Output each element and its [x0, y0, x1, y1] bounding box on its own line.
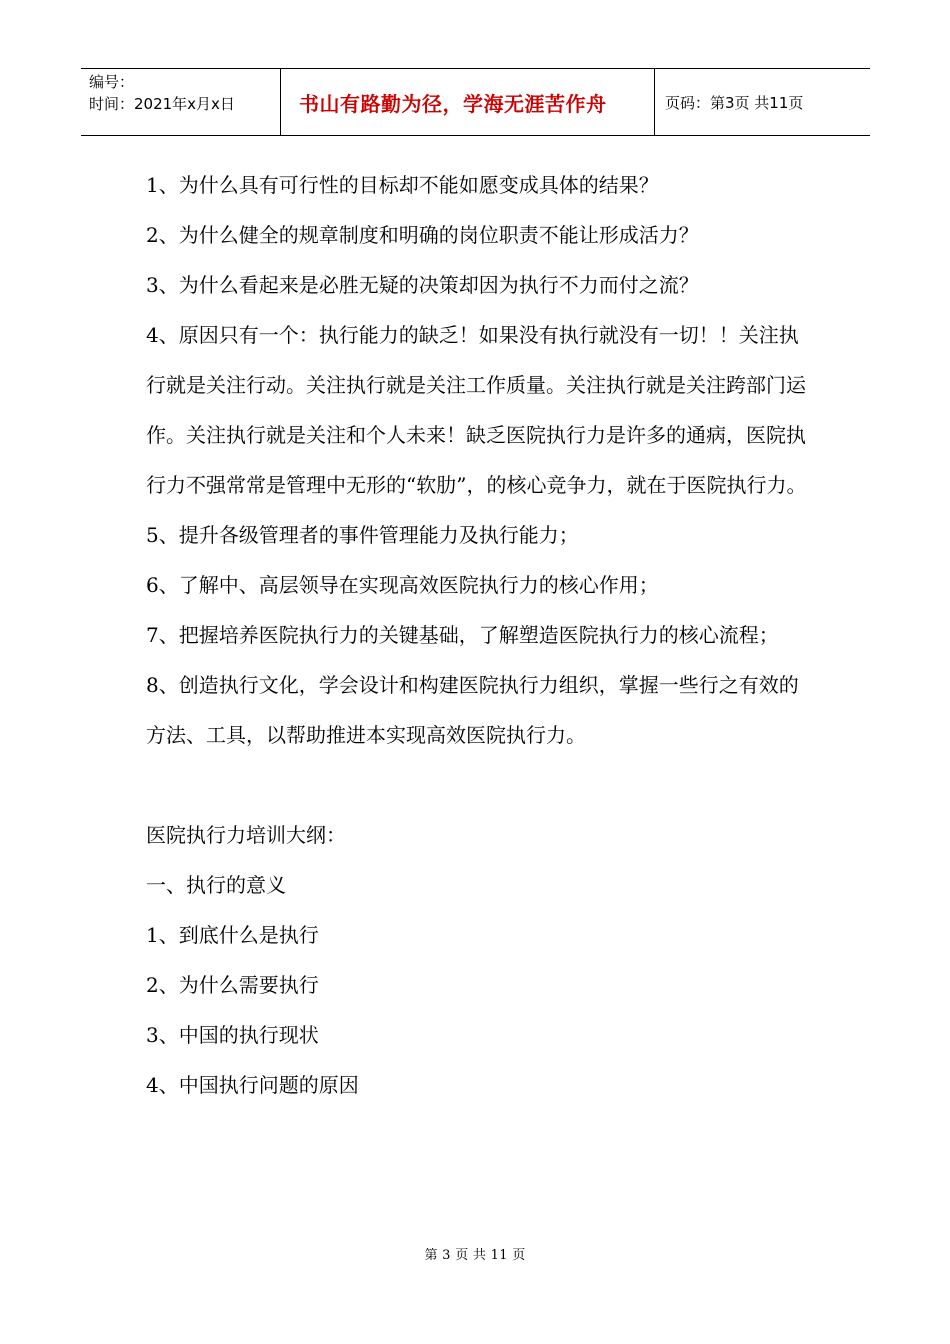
header-motto: 书山有路勤为径，学海无涯苦作舟 — [281, 69, 655, 135]
paragraph: 5、提升各级管理者的事件管理能力及执行能力； — [146, 523, 579, 547]
outline-item: 3、中国的执行现状 — [146, 1023, 319, 1047]
paragraph: 3、为什么看起来是必胜无疑的决策却因为执行不力而付之流？ — [146, 273, 699, 297]
spacer — [146, 760, 816, 810]
outline-item: 4、中国执行问题的原因 — [146, 1073, 359, 1097]
paragraph: 4、原因只有一个：执行能力的缺乏！如果没有执行就没有一切！！关注执行就是关注行动。关注执行就是关注工作质量。关注执行就是关注跨部门运作。关注执行就是关注和个人未来！缺乏医院执行力是许多的通病，医院执行力不强常常是管理中无形的“软肋”，的核心竞争力，就在于医院执行力。 — [146, 323, 807, 497]
outline-title: 医院执行力培训大纲： — [146, 823, 346, 847]
outline-item: 2、为什么需要执行 — [146, 973, 319, 997]
page-footer: 第 3 页 共 11 页 — [424, 1248, 526, 1263]
page-header — [81, 68, 870, 136]
paragraph: 7、把握培养医院执行力的关键基础，了解塑造医院执行力的核心流程； — [146, 623, 779, 647]
header-page-info: 页码：第3页 共11页 — [665, 93, 804, 112]
paragraph: 2、为什么健全的规章制度和明确的岗位职责不能让形成活力？ — [146, 223, 699, 247]
paragraph: 8、创造执行文化，学会设计和构建医院执行力组织，掌握一些行之有效的方法、工具，以帮助推进本实现高效医院执行力。 — [146, 673, 799, 747]
document-body — [146, 160, 816, 1110]
outline-item: 1、到底什么是执行 — [146, 923, 319, 947]
header-meta — [81, 69, 281, 135]
outline-section: 一、执行的意义 — [146, 873, 286, 897]
paragraph: 1、为什么具有可行性的目标却不能如愿变成具体的结果？ — [146, 173, 659, 197]
number-label: 编号： — [89, 73, 135, 91]
date-label: 时间：2021年x月x日 — [89, 95, 235, 113]
paragraph: 6、了解中、高层领导在实现高效医院执行力的核心作用； — [146, 573, 659, 597]
